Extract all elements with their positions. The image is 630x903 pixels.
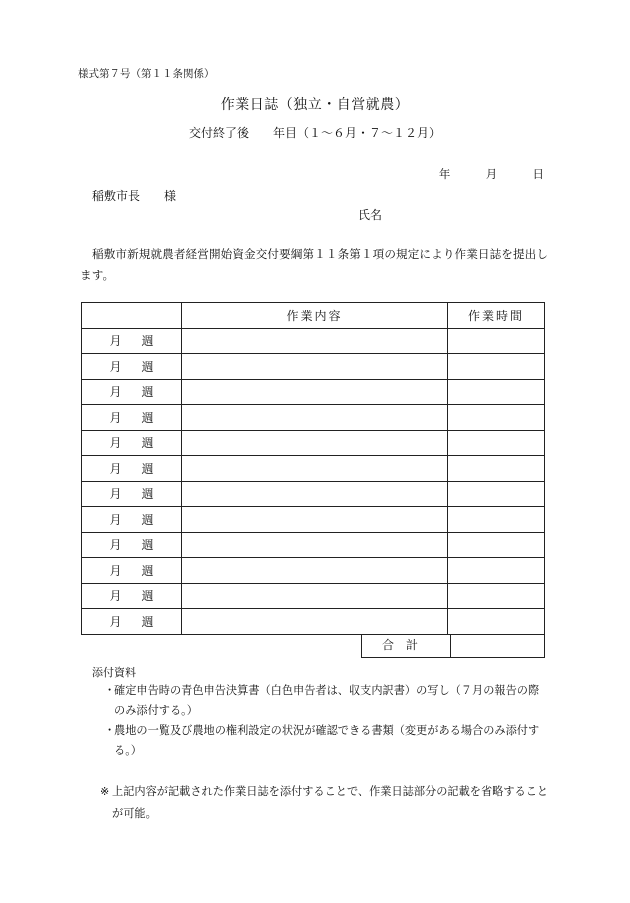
name-label: 氏名 xyxy=(358,208,383,222)
table-row xyxy=(82,430,545,456)
month-label: 月 xyxy=(109,436,122,451)
hours-cell[interactable] xyxy=(448,328,545,354)
addressee: 稲敷市長 様 xyxy=(92,189,177,203)
week-label: 週 xyxy=(141,410,154,425)
date-year-label: 年 xyxy=(438,167,451,181)
page-title: 作業日誌（独立・自営就農） xyxy=(220,97,410,113)
period-cell xyxy=(82,430,182,456)
month-label: 月 xyxy=(109,334,122,349)
content-cell[interactable] xyxy=(182,430,448,456)
week-label: 週 xyxy=(141,589,154,604)
attachments-title: 添付資料 xyxy=(92,666,136,679)
month-label: 月 xyxy=(109,359,122,374)
bullet-mark: ・ xyxy=(104,684,116,697)
subtitle: 交付終了後 年目（１～６月・７～１２月） xyxy=(188,126,441,140)
form-number: 様式第７号（第１１条関係） xyxy=(78,68,215,80)
content-cell[interactable] xyxy=(182,507,448,533)
content-cell[interactable] xyxy=(182,328,448,354)
month-label: 月 xyxy=(109,538,122,553)
content-cell[interactable] xyxy=(182,532,448,558)
month-label: 月 xyxy=(109,487,122,502)
table-body xyxy=(82,328,545,634)
period-cell xyxy=(82,507,182,533)
period-cell xyxy=(82,532,182,558)
total-row xyxy=(361,634,545,658)
period-cell xyxy=(82,456,182,482)
table-header-period xyxy=(82,303,182,329)
total-value-cell[interactable] xyxy=(451,634,544,657)
month-label: 月 xyxy=(109,512,122,527)
table-row xyxy=(82,558,545,584)
date-month-label: 月 xyxy=(485,167,498,181)
hours-cell[interactable] xyxy=(448,507,545,533)
attachment-item-text: 確定申告時の青色申告決算書（白色申告者は、収支内訳書）の写し（７月の報告の際のみ添付する。） xyxy=(114,684,540,717)
month-label: 月 xyxy=(109,461,122,476)
period-cell xyxy=(82,583,182,609)
period-cell xyxy=(82,354,182,380)
note-text: 上記内容が記載された作業日誌を添付することで、作業日誌部分の記載を省略することが可能。 xyxy=(112,785,549,820)
content-cell[interactable] xyxy=(182,609,448,635)
period-cell xyxy=(82,405,182,431)
hours-cell[interactable] xyxy=(448,354,545,380)
hours-cell[interactable] xyxy=(448,609,545,635)
content-cell[interactable] xyxy=(182,456,448,482)
week-label: 週 xyxy=(141,436,154,451)
work-diary-table xyxy=(81,302,545,635)
table-row xyxy=(82,609,545,635)
attachment-item xyxy=(104,721,550,761)
hours-cell[interactable] xyxy=(448,558,545,584)
content-cell[interactable] xyxy=(182,481,448,507)
attachment-item-text: 農地の一覧及び農地の権利設定の状況が確認できる書類（変更がある場合のみ添付する。） xyxy=(114,724,540,757)
table-row xyxy=(82,328,545,354)
week-label: 週 xyxy=(141,334,154,349)
hours-cell[interactable] xyxy=(448,405,545,431)
note-mark: ※ xyxy=(100,785,110,798)
bullet-mark: ・ xyxy=(104,724,116,737)
table-row xyxy=(82,456,545,482)
month-label: 月 xyxy=(109,563,122,578)
table-header-row xyxy=(82,303,545,329)
period-cell xyxy=(82,558,182,584)
month-label: 月 xyxy=(109,614,122,629)
table-row xyxy=(82,507,545,533)
week-label: 週 xyxy=(141,385,154,400)
hours-cell[interactable] xyxy=(448,481,545,507)
table-header-content: 作業内容 xyxy=(182,303,448,329)
table-row xyxy=(82,405,545,431)
week-label: 週 xyxy=(141,359,154,374)
period-cell xyxy=(82,609,182,635)
week-label: 週 xyxy=(141,512,154,527)
table-header-hours: 作業時間 xyxy=(448,303,545,329)
note xyxy=(100,781,550,825)
hours-cell[interactable] xyxy=(448,583,545,609)
content-cell[interactable] xyxy=(182,583,448,609)
table-row xyxy=(82,583,545,609)
month-label: 月 xyxy=(109,410,122,425)
hours-cell[interactable] xyxy=(448,456,545,482)
month-label: 月 xyxy=(109,589,122,604)
period-cell xyxy=(82,481,182,507)
period-cell xyxy=(82,379,182,405)
period-cell xyxy=(82,328,182,354)
total-label: 合計 xyxy=(362,634,451,657)
table-row xyxy=(82,481,545,507)
date-line xyxy=(439,166,544,182)
content-cell[interactable] xyxy=(182,354,448,380)
hours-cell[interactable] xyxy=(448,532,545,558)
table-row xyxy=(82,532,545,558)
attachment-item xyxy=(104,681,550,721)
content-cell[interactable] xyxy=(182,558,448,584)
body-text: 稲敷市新規就農者経営開始資金交付要綱第１１条第１項の規定により作業日誌を提出します。 xyxy=(80,247,549,282)
week-label: 週 xyxy=(141,538,154,553)
week-label: 週 xyxy=(141,563,154,578)
content-cell[interactable] xyxy=(182,379,448,405)
table-row xyxy=(82,379,545,405)
month-label: 月 xyxy=(109,385,122,400)
week-label: 週 xyxy=(141,487,154,502)
table-row xyxy=(82,354,545,380)
date-day-label: 日 xyxy=(532,167,544,181)
content-cell[interactable] xyxy=(182,405,448,431)
week-label: 週 xyxy=(141,461,154,476)
week-label: 週 xyxy=(141,614,154,629)
hours-cell[interactable] xyxy=(448,379,545,405)
hours-cell[interactable] xyxy=(448,430,545,456)
